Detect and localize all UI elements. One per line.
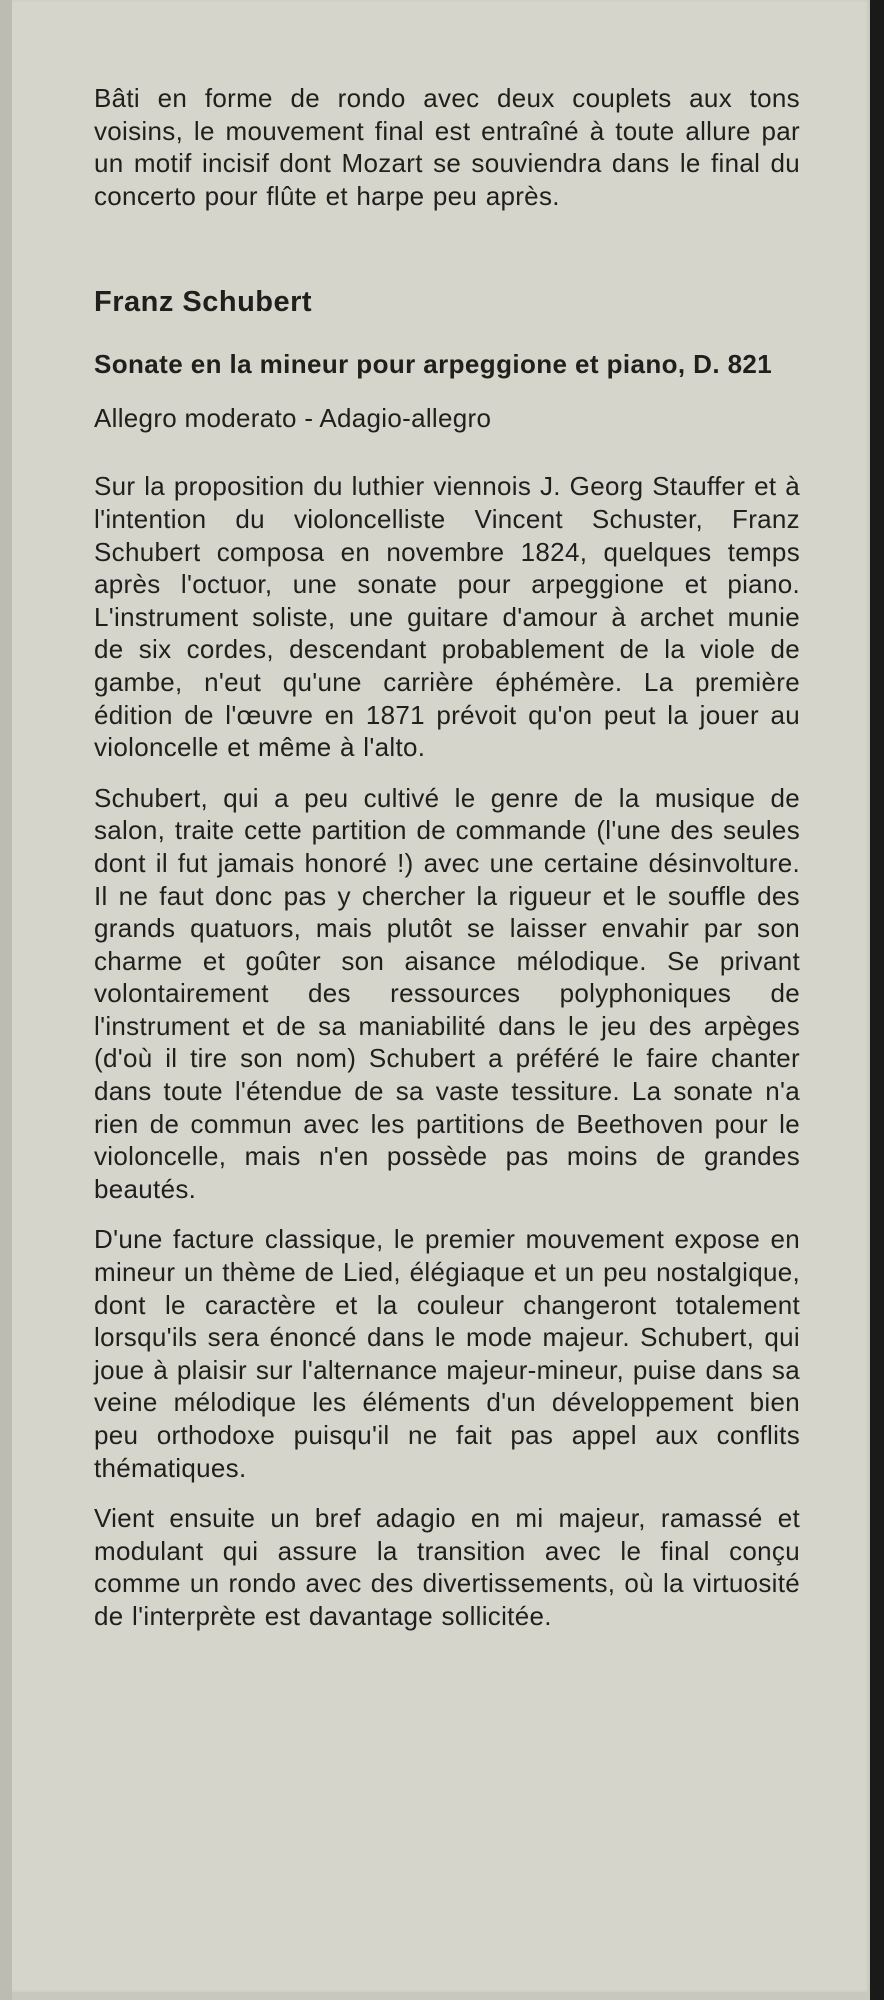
scan-right-edge: [870, 0, 884, 2000]
scan-left-margin: [0, 0, 12, 2000]
document-body: [94, 82, 800, 1651]
work-title: Sonate en la mineur pour arpeggione et piano, D. 821: [94, 349, 773, 380]
movements-line: Allegro moderato - Adagio-allegro: [94, 403, 492, 434]
body-paragraph: Vient ensuite un bref adagio en mi majeur, ramassé et modulant qui assure la transition avec le final conçu comme un rondo avec des divertissements, où la virtuosité de l'interprète est davantage sollicitée.: [94, 1503, 800, 1631]
body-paragraph: Schubert, qui a peu cultivé le genre de la musique de salon, traite cette partition de commande (l'une des seules dont il fut jamais honoré !) avec une certaine désinvolture. Il ne faut donc pas y chercher la rigueur et le souffle des grands quatuors, mais plutôt se laisser envahir par son charme et goûter son aisance mélodique. Se privant volontairement des ressources polyphoniques de l'instrument et de sa maniabilité dans le jeu des arpèges (d'où il tire son nom) Schubert a préféré le faire chanter dans toute l'étendue de sa vaste tessiture. La sonate n'a rien de commun avec les partitions de Beethoven pour le violoncelle, mais n'en possède pas moins de grandes beautés.: [94, 782, 800, 1204]
body-paragraph: D'une facture classique, le premier mouvement expose en mineur un thème de Lied, élégiaque et un peu nostalgique, dont le caractère et la couleur changeront totalement lorsqu'ils sera énoncé dans le mode majeur. Schubert, qui joue à plaisir sur l'alternance majeur-mineur, puise dans sa veine mélodique les éléments d'un développement bien peu orthodoxe puisqu'il ne fait pas appel aux conflits thématiques.: [94, 1224, 800, 1483]
composer-heading: Franz Schubert: [94, 286, 313, 319]
body-paragraph: Sur la proposition du luthier viennois J. Georg Stauffer et à l'intention du violoncelliste Vincent Schuster, Franz Schubert composa en novembre 1824, quelques temps après l'octuor, une sonate pour arpeggione et piano. L'instrument soliste, une guitare d'amour à archet munie de six cordes, descendant probablement de la viole de gambe, n'eut qu'une carrière éphémère. La première édition de l'œuvre en 1871 prévoit qu'on peut la jouer au violoncelle et même à l'alto.: [94, 471, 800, 763]
intro-paragraph: Bâti en forme de rondo avec deux couplets aux tons voisins, le mouvement final est entraîné à toute allure par un motif incisif dont Mozart se souviendra dans le final du concerto pour flûte et harpe peu après.: [94, 83, 800, 211]
